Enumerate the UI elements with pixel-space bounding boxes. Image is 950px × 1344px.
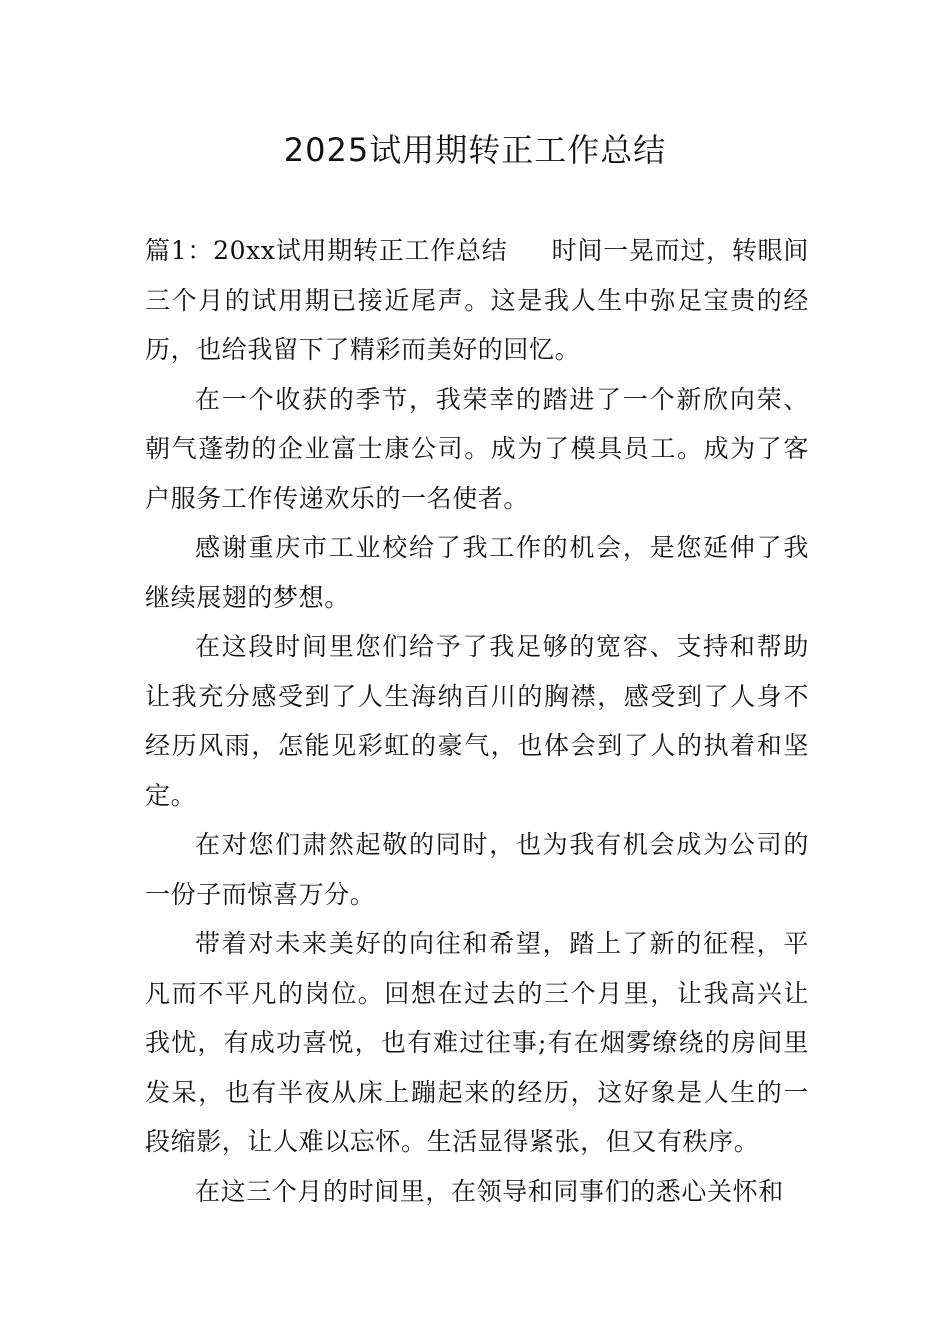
document-body — [145, 226, 809, 1216]
paragraph-3: 感谢重庆市工业校给了我工作的机会，是您延伸了我继续展翅的梦想。 — [145, 533, 809, 612]
paragraph-7: 在这三个月的时间里，在领导和同事们的悉心关怀和 — [195, 1176, 784, 1206]
paragraph-1 — [145, 226, 809, 375]
paragraph-1-text: 时间一晃而过，转眼间三个月的试用期已接近尾声。这是我人生中弥足宝贵的经历，也给我留下了精彩而美好的回忆。 — [145, 236, 809, 364]
paragraph-4: 在这段时间里您们给予了我足够的宽容、支持和帮助让我充分感受到了人生海纳百川的胸襟，感受到了人身不经历风雨，怎能见彩虹的豪气，也体会到了人的执着和坚定。 — [145, 632, 809, 810]
paragraph-5: 在对您们肃然起敬的同时，也为我有机会成为公司的一份子而惊喜万分。 — [145, 830, 809, 909]
document-title: 2025试用期转正工作总结 — [283, 131, 667, 169]
section-heading: 篇1：20xx试用期转正工作总结 — [145, 236, 508, 265]
paragraph-2: 在一个收获的季节，我荣幸的踏进了一个新欣向荣、朝气蓬勃的企业富士康公司。成为了模具员工。成为了客户服务工作传递欢乐的一名使者。 — [145, 384, 809, 513]
paragraph-6: 带着对未来美好的向往和希望，踏上了新的征程，平凡而不平凡的岗位。回想在过去的三个月里，让我高兴让我忧，有成功喜悦，也有难过往事;有在烟雾缭绕的房间里发呆，也有半夜从床上蹦起来的经历，这好象是人生的一段缩影，让人难以忘怀。生活显得紧张，但又有秩序。 — [145, 929, 809, 1156]
